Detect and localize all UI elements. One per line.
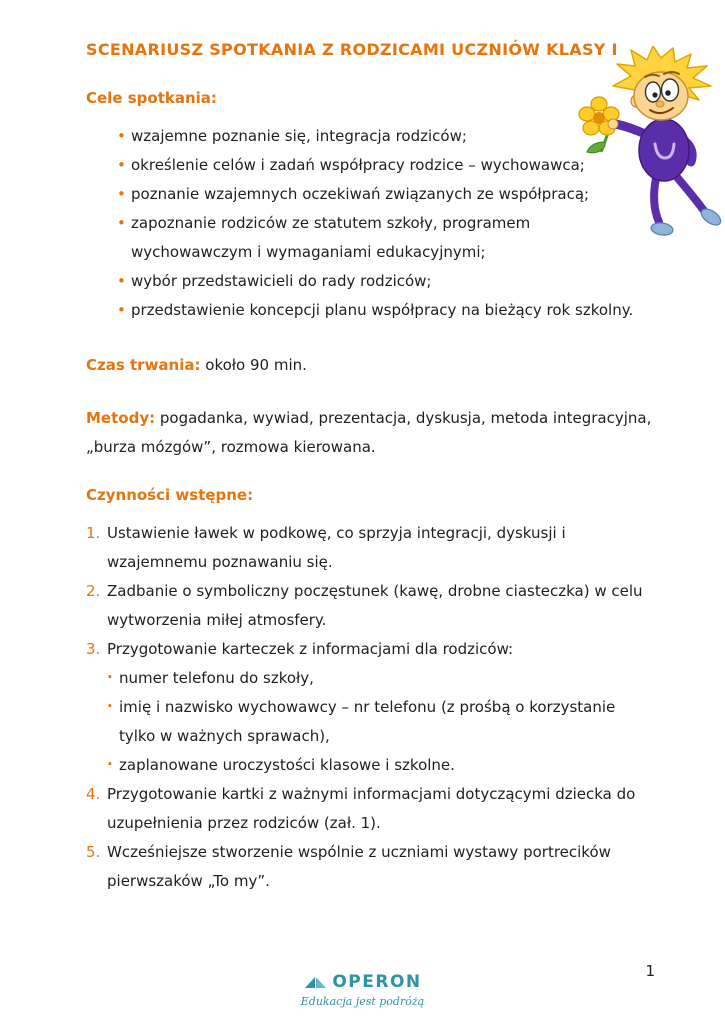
sub-item-text: zaplanowane uroczystości klasowe i szkolne. bbox=[119, 756, 455, 774]
page-title: SCENARIUSZ SPOTKANIA Z RODZICAMI UCZNIÓW KLASY I bbox=[86, 40, 618, 59]
item-number: 5. bbox=[86, 843, 101, 861]
bullet-icon: • bbox=[117, 127, 126, 145]
operon-logo-icon bbox=[303, 974, 327, 989]
logo-tagline: Edukacja jest podróżą bbox=[300, 995, 425, 1008]
sub-list bbox=[107, 664, 652, 780]
operon-logo bbox=[303, 972, 421, 992]
item-text: Zadbanie o symboliczny poczęstunek (kawę, drobne ciasteczka) w celu wytworzenia miłej atmosfery. bbox=[107, 582, 643, 629]
sub-bullet-icon: · bbox=[107, 668, 113, 686]
czas-trwania-value: około 90 min. bbox=[205, 356, 307, 374]
item-number: 3. bbox=[86, 640, 101, 658]
numbered-item bbox=[86, 577, 652, 635]
bullet-icon: • bbox=[117, 185, 126, 203]
list-item bbox=[117, 180, 652, 209]
metody-label: Metody: bbox=[86, 409, 156, 427]
bullet-text: wybór przedstawicieli do rady rodziców; bbox=[131, 272, 432, 290]
section-heading-czynnosci: Czynności wstępne: bbox=[86, 486, 254, 504]
bullet-text: poznanie wzajemnych oczekiwań związanych ze współpracą; bbox=[131, 185, 590, 203]
sub-list-item bbox=[107, 664, 652, 693]
section-heading-cele: Cele spotkania: bbox=[86, 89, 217, 107]
list-item bbox=[117, 267, 652, 296]
footer bbox=[0, 972, 725, 1009]
sub-bullet-icon: · bbox=[107, 697, 113, 715]
metody-value: pogadanka, wywiad, prezentacja, dyskusja, metoda integracyjna, „burza mózgów”, rozmowa kierowana. bbox=[86, 409, 652, 456]
numbered-item bbox=[86, 838, 652, 896]
sub-list-item bbox=[107, 751, 652, 780]
document-content bbox=[86, 40, 652, 896]
bullet-text: wzajemne poznanie się, integracja rodziców; bbox=[131, 127, 467, 145]
bullet-text: określenie celów i zadań współpracy rodzice – wychowawca; bbox=[131, 156, 585, 174]
numbered-item bbox=[86, 780, 652, 838]
list-item bbox=[117, 296, 652, 325]
item-number: 2. bbox=[86, 582, 101, 600]
operon-logo-text: OPERON bbox=[332, 971, 422, 992]
czas-trwania-label: Czas trwania: bbox=[86, 356, 201, 374]
bullet-icon: • bbox=[117, 214, 126, 232]
sub-list-item bbox=[107, 693, 652, 751]
bullet-text: zapoznanie rodziców ze statutem szkoły, programem wychowawczym i wymaganiami edukacyjnymi; bbox=[131, 214, 531, 261]
sub-item-text: imię i nazwisko wychowawcy – nr telefonu (z prośbą o korzystanie tylko w ważnych sprawach), bbox=[119, 698, 616, 745]
czynnosci-list bbox=[86, 519, 652, 896]
page-number: 1 bbox=[645, 962, 655, 980]
item-text: Przygotowanie kartki z ważnymi informacjami dotyczącymi dziecka do uzupełnienia przez rodziców (zał. 1). bbox=[107, 785, 636, 832]
metody-paragraph bbox=[86, 404, 652, 462]
item-number: 1. bbox=[86, 524, 101, 542]
item-text: Ustawienie ławek w podkowę, co sprzyja integracji, dyskusji i wzajemnemu poznawaniu się. bbox=[107, 524, 566, 571]
numbered-item bbox=[86, 519, 652, 577]
bullet-icon: • bbox=[117, 301, 126, 319]
cele-bullet-list bbox=[86, 122, 652, 325]
list-item bbox=[117, 151, 652, 180]
list-item bbox=[117, 122, 652, 151]
bullet-icon: • bbox=[117, 272, 126, 290]
item-text: Przygotowanie karteczek z informacjami dla rodziców: bbox=[107, 640, 514, 658]
bullet-icon: • bbox=[117, 156, 126, 174]
czas-trwania-paragraph bbox=[86, 351, 652, 380]
list-item bbox=[117, 209, 652, 267]
numbered-item bbox=[86, 635, 652, 780]
sub-bullet-icon: · bbox=[107, 755, 113, 773]
sub-item-text: numer telefonu do szkoły, bbox=[119, 669, 314, 687]
item-number: 4. bbox=[86, 785, 101, 803]
bullet-text: przedstawienie koncepcji planu współpracy na bieżący rok szkolny. bbox=[131, 301, 634, 319]
item-text: Wcześniejsze stworzenie wspólnie z uczniami wystawy portrecików pierwszaków „To my”. bbox=[107, 843, 611, 890]
